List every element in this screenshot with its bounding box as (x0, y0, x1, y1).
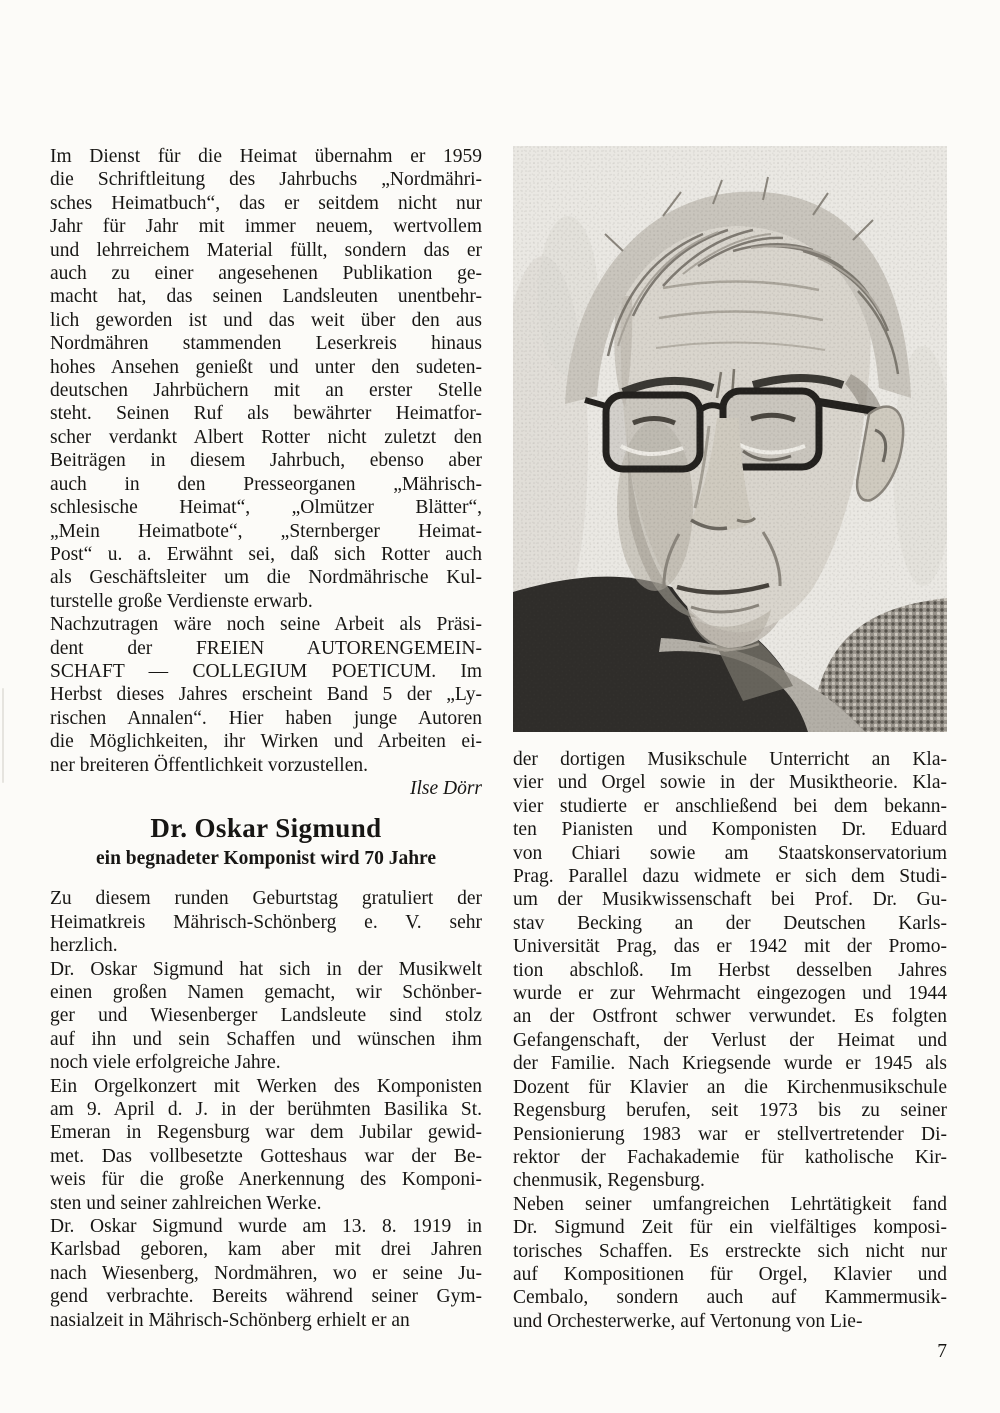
text-line: tion abschloß. Im Herbst desselben Jahres (513, 959, 947, 981)
text-line: schlesische Heimat“, „Olmützer Blätter“, (50, 497, 482, 519)
paragraph (50, 887, 482, 957)
text-line: Prag. Parallel dazu widmete er sich dem Studi- (513, 866, 947, 888)
text-line: vier studierte er anschließend bei dem bekann- (513, 795, 947, 817)
left-text-column (50, 145, 482, 1332)
text-line: deutschen Jahrbüchern mit an erster Stelle (50, 380, 482, 402)
text-line: Cembalo, sondern auch auf Kammermusik- (513, 1287, 947, 1309)
text-line: ten Pianisten und Komponisten Dr. Eduard (513, 819, 947, 841)
text-line: Neben seiner umfangreichen Lehrtätigkeit fand (513, 1193, 947, 1215)
text-line: scher verdankt Albert Rotter nicht zuletzt den (50, 426, 482, 448)
text-line: und lehrreichem Material füllt, sondern das er (50, 239, 482, 261)
text-line: Post“ u. a. Erwähnt sei, daß sich Rotter auch (50, 543, 482, 565)
paragraph (50, 958, 482, 1075)
text-line: Heimatkreis Mährisch-Schönberg e. V. sehr (50, 911, 482, 933)
text-line: Emeran in Regensburg war dem Jubilar gewid- (50, 1122, 482, 1144)
paragraph (513, 1193, 947, 1333)
text-line: und Orchesterwerke, auf Vertonung von Lie- (513, 1310, 863, 1332)
text-line: Im Dienst für die Heimat übernahm er 1959 (50, 146, 482, 167)
paragraph (50, 613, 482, 777)
text-line: ner breiteren Öffentlichkeit vorzustellen. (50, 754, 369, 776)
text-line: Nachzutragen wäre noch seine Arbeit als Präsi- (50, 614, 482, 636)
text-line: Nordmähren stammenden Leserkreis hinaus (50, 333, 482, 355)
page-fold-artifact (2, 688, 4, 783)
text-line: Zu diesem runden Geburtstag gratuliert der (50, 888, 482, 910)
article-title: Dr. Oskar Sigmund (150, 813, 382, 844)
text-line: weis für die große Anerkennung des Komponi- (50, 1169, 482, 1191)
text-line: SCHAFT — COLLEGIUM POETICUM. Im (50, 660, 482, 682)
portrait-photo (513, 146, 947, 732)
text-line: auch in den Presseorganen „Mährisch- (50, 473, 482, 495)
text-line: hohes Ansehen genießt und unter den sudeten- (50, 356, 482, 378)
text-line: Dr. Oskar Sigmund hat sich in der Musikwelt (50, 958, 482, 980)
text-line: Regensburg berufen, seit 1973 bis zu seiner (513, 1100, 947, 1122)
text-line: von Chiari sowie am Staatskonservatorium (513, 842, 947, 864)
text-line: am 9. April d. J. in der berühmten Basilika St. (50, 1099, 482, 1121)
paragraph (513, 748, 947, 1193)
paragraph (50, 1215, 482, 1332)
text-line: um der Musikwissenschaft bei Prof. Dr. Gu- (513, 889, 947, 911)
text-line: „Mein Heimatbote“, „Sternberger Heimat- (50, 520, 482, 542)
text-line: met. Das vollbesetzte Gotteshaus war der Be- (50, 1145, 482, 1167)
text-line: Gefangenschaft, der Verlust der Heimat und (513, 1029, 947, 1051)
paragraph (50, 1075, 482, 1215)
text-line: Pensionierung 1983 war er stellvertretender Di- (513, 1123, 947, 1145)
text-line: lich geworden ist und das weit über den aus (50, 309, 482, 331)
text-line: als Geschäftsleiter um die Nordmährische Kul- (50, 567, 482, 589)
text-line: herzlich. (50, 935, 118, 957)
text-line: macht hat, das seinen Landsleuten unentbehr- (50, 286, 482, 308)
text-line: dent der FREIEN AUTORENGEMEIN- (50, 637, 482, 659)
text-line: rektor der Fachakademie für katholische Kir- (513, 1146, 947, 1168)
text-line: Dr. Sigmund Zeit für ein vielfältiges komposi- (513, 1217, 947, 1239)
text-line: noch viele erfolgreiche Jahre. (50, 1052, 281, 1074)
text-line: nasialzeit in Mährisch-Schönberg erhielt er an (50, 1309, 410, 1331)
text-line: chenmusik, Regensburg. (513, 1170, 705, 1192)
article-subtitle: ein begnadeter Komponist wird 70 Jahre (96, 848, 436, 870)
text-line: einen großen Namen gemacht, wir Schönber- (50, 982, 482, 1003)
text-line: steht. Seinen Ruf als bewährter Heimatfor- (50, 403, 482, 425)
author-byline: Ilse Dörr (409, 777, 482, 799)
text-line: sten und seiner zahlreichen Werke. (50, 1192, 322, 1214)
text-line: der Familie. Nach Kriegsende wurde er 1945 als (513, 1053, 947, 1075)
right-text-column (513, 748, 947, 1333)
text-line: vier und Orgel sowie in der Musiktheorie. Kla- (513, 772, 947, 794)
text-line: rischen Annalen“. Hier haben junge Autoren (50, 707, 482, 729)
text-line: wurde er zur Wehrmacht eingezogen und 1944 (513, 983, 947, 1005)
text-line: Beiträgen in diesem Jahrbuch, ebenso aber (50, 450, 482, 472)
page-number: 7 (937, 1341, 947, 1362)
text-line: der dortigen Musikschule Unterricht an Kla- (513, 749, 947, 770)
text-line: torisches Schaffen. Es erstreckte sich nicht nur (513, 1240, 947, 1262)
text-line: auch zu einer angesehenen Publikation ge- (50, 263, 482, 285)
text-line: sches Heimatbuch“, das er seitdem nicht nur (50, 192, 482, 214)
text-line: Universität Prag, das er 1942 mit der Promo- (513, 936, 947, 958)
text-line: Jahr für Jahr mit immer neuem, wertvollem (50, 216, 482, 238)
portrait-photo-graphic (513, 146, 947, 732)
text-line: die Möglichkeiten, ihr Wirken und Arbeiten ei- (50, 731, 482, 753)
text-line: Ein Orgelkonzert mit Werken des Komponisten (50, 1075, 482, 1097)
text-line: an der Ostfront schwer verwundet. Es folgten (513, 1006, 947, 1028)
text-line: turstelle große Verdienste erwarb. (50, 590, 313, 612)
text-line: Dozent für Klavier an die Kirchenmusikschule (513, 1076, 947, 1098)
text-line: Herbst dieses Jahres erscheint Band 5 der „Ly- (50, 684, 482, 706)
text-line: ger und Wiesenberger Landsleute sind stolz (50, 1005, 482, 1027)
text-line: auf Kompositionen für Orgel, Klavier und (513, 1263, 947, 1285)
text-line: auf ihn und sein Schaffen und wünschen ihm (50, 1028, 482, 1050)
text-line: stav Becking an der Deutschen Karls- (513, 912, 947, 934)
text-line: gend verbrachte. Bereits während seiner Gym- (50, 1286, 482, 1308)
text-line: Karlsbad geboren, kam aber mit drei Jahren (50, 1239, 482, 1261)
text-line: Dr. Oskar Sigmund wurde am 13. 8. 1919 in (50, 1216, 482, 1238)
text-line: die Schriftleitung des Jahrbuchs „Nordmähri- (50, 169, 482, 191)
paragraph (50, 145, 482, 613)
text-line: nach Wiesenberg, Nordmähren, wo er seine Ju- (50, 1262, 482, 1284)
